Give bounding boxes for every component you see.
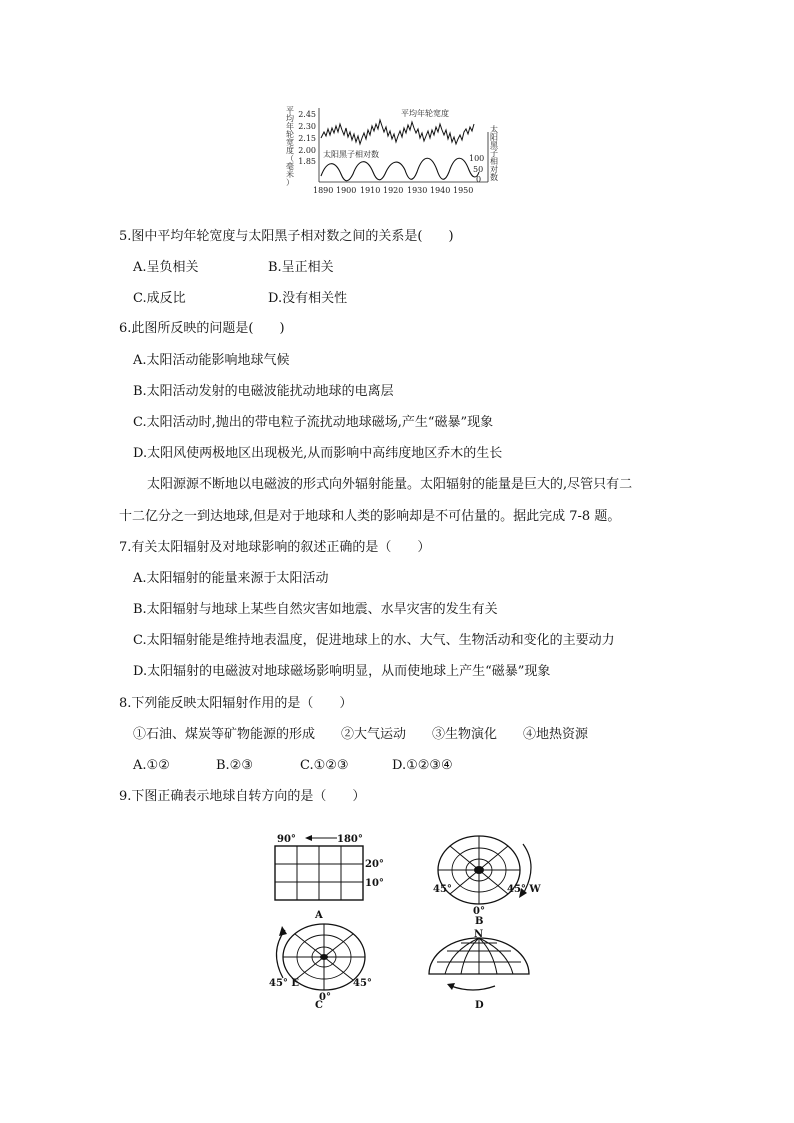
q7-stem: 7.有关太阳辐射及对地球影响的叙述正确的是（ ） bbox=[119, 540, 431, 555]
svg-text:0°: 0° bbox=[319, 992, 331, 1003]
svg-text:）: ） bbox=[286, 178, 294, 187]
passage-line-1: 太阳源源不断地以电磁波的形式向外辐射能量。太阳辐射的能量是巨大的,尽管只有二 bbox=[147, 477, 633, 492]
svg-text:2.15: 2.15 bbox=[298, 134, 316, 143]
label-c: C bbox=[315, 1000, 323, 1011]
svg-text:45° W: 45° W bbox=[507, 884, 541, 895]
q7-option-c: C.太阳辐射能是维持地表温度，促进地球上的水、大气、生物活动和变化的主要动力 bbox=[133, 633, 615, 648]
passage-line-2: 十二亿分之一到达地球,但是对于地球和人类的影响却是不可估量的。据此完成 7-8 题。 bbox=[119, 509, 621, 524]
q6-option-a: A.太阳活动能影响地球气候 bbox=[133, 353, 290, 368]
q7-option-a: A.太阳辐射的能量来源于太阳活动 bbox=[133, 571, 329, 586]
arrow-up-icon bbox=[279, 926, 287, 936]
ring-series-label: 平均年轮宽度 bbox=[401, 109, 449, 118]
svg-text:1940: 1940 bbox=[430, 186, 451, 195]
svg-text:100: 100 bbox=[469, 154, 485, 163]
label-b: B bbox=[475, 916, 484, 927]
svg-text:太: 太 bbox=[490, 125, 498, 134]
sunspot-series-label: 太阳黑子相对数 bbox=[323, 150, 379, 159]
svg-text:20°: 20° bbox=[365, 859, 384, 870]
svg-text:90°: 90° bbox=[277, 834, 296, 845]
diagram-b bbox=[433, 836, 541, 927]
svg-text:阳: 阳 bbox=[490, 133, 498, 142]
q5-option-b: B.呈正相关 bbox=[268, 260, 334, 275]
q8-option-c: C.①②③ bbox=[300, 758, 349, 773]
diagram-d bbox=[429, 929, 529, 1011]
ring-sunspot-figure bbox=[283, 102, 513, 196]
diagram-c bbox=[269, 924, 372, 1011]
arrow-left-icon bbox=[305, 835, 312, 841]
q9-stem: 9.下图正确表示地球自转方向的是（ ） bbox=[119, 789, 366, 804]
svg-text:45°: 45° bbox=[433, 884, 452, 895]
svg-text:轮: 轮 bbox=[286, 130, 294, 139]
svg-text:1.85: 1.85 bbox=[298, 157, 316, 166]
svg-text:1950: 1950 bbox=[453, 186, 474, 195]
svg-text:1910: 1910 bbox=[360, 186, 381, 195]
svg-text:相: 相 bbox=[490, 157, 498, 166]
svg-text:度: 度 bbox=[286, 146, 294, 155]
svg-text:1900: 1900 bbox=[336, 186, 357, 195]
svg-text:数: 数 bbox=[490, 173, 498, 182]
q8-option-b: B.②③ bbox=[216, 758, 253, 773]
x-ticks bbox=[313, 186, 473, 195]
svg-text:45° E: 45° E bbox=[269, 978, 300, 989]
svg-text:2.30: 2.30 bbox=[298, 122, 316, 131]
svg-text:1930: 1930 bbox=[407, 186, 428, 195]
q8-option-a: A.①② bbox=[133, 758, 170, 773]
q5-stem: 5.图中平均年轮宽度与太阳黑子相对数之间的关系是( ) bbox=[119, 229, 454, 244]
svg-text:宽: 宽 bbox=[286, 138, 294, 147]
svg-text:50: 50 bbox=[473, 165, 484, 174]
q6-option-c: C.太阳活动时,抛出的带电粒子流扰动地球磁场,产生“磁暴”现象 bbox=[133, 415, 494, 430]
q8-items: ①石油、煤炭等矿物能源的形成 ②大气运动 ③生物演化 ④地热资源 bbox=[133, 727, 589, 742]
ring-width-line bbox=[321, 120, 474, 144]
svg-text:对: 对 bbox=[490, 165, 498, 174]
label-a: A bbox=[315, 910, 323, 921]
q8-option-d: D.①②③④ bbox=[392, 758, 453, 773]
svg-text:1890: 1890 bbox=[313, 186, 334, 195]
y-left-ticks bbox=[298, 110, 316, 166]
diagram-a bbox=[275, 834, 384, 921]
q5-option-c: C.成反比 bbox=[133, 291, 186, 306]
q5-option-d: D.没有相关性 bbox=[268, 291, 348, 306]
svg-text:0: 0 bbox=[476, 175, 482, 184]
svg-text:均: 均 bbox=[286, 114, 294, 123]
y-right-title bbox=[490, 124, 499, 182]
svg-text:10°: 10° bbox=[365, 878, 384, 889]
svg-text:年: 年 bbox=[286, 122, 294, 131]
svg-text:0°: 0° bbox=[473, 906, 485, 917]
rotation-figure bbox=[265, 826, 555, 1016]
label-d: D bbox=[475, 1000, 484, 1011]
q6-option-b: B.太阳活动发射的电磁波能扰动地球的电离层 bbox=[133, 384, 394, 399]
q7-option-d: D.太阳辐射的电磁波对地球磁场影响明显，从而使地球上产生“磁暴”现象 bbox=[133, 664, 551, 679]
q6-option-d: D.太阳风使两极地区出现极光,从而影响中高纬度地区乔木的生长 bbox=[133, 446, 503, 461]
svg-text:180°: 180° bbox=[337, 834, 363, 845]
q6-stem: 6.此图所反映的问题是( ) bbox=[119, 321, 285, 336]
svg-text:2.45: 2.45 bbox=[298, 110, 316, 119]
svg-text:45°: 45° bbox=[353, 978, 372, 989]
q8-stem: 8.下列能反映太阳辐射作用的是（ ） bbox=[119, 696, 353, 711]
sunspot-line bbox=[321, 158, 479, 181]
svg-text:毫: 毫 bbox=[286, 162, 294, 171]
q5-option-a: A.呈负相关 bbox=[133, 260, 199, 275]
svg-text:N: N bbox=[474, 929, 484, 940]
y-left-title bbox=[286, 106, 294, 187]
svg-text:1920: 1920 bbox=[383, 186, 404, 195]
svg-text:（: （ bbox=[286, 154, 294, 163]
svg-text:黑: 黑 bbox=[490, 141, 498, 150]
q7-option-b: B.太阳辐射与地球上某些自然灾害如地震、水旱灾害的发生有关 bbox=[133, 602, 498, 617]
svg-text:2.00: 2.00 bbox=[298, 146, 316, 155]
svg-text:平: 平 bbox=[286, 106, 294, 115]
svg-text:子: 子 bbox=[490, 149, 498, 158]
y-right-ticks bbox=[469, 154, 484, 184]
svg-text:米: 米 bbox=[286, 170, 294, 179]
